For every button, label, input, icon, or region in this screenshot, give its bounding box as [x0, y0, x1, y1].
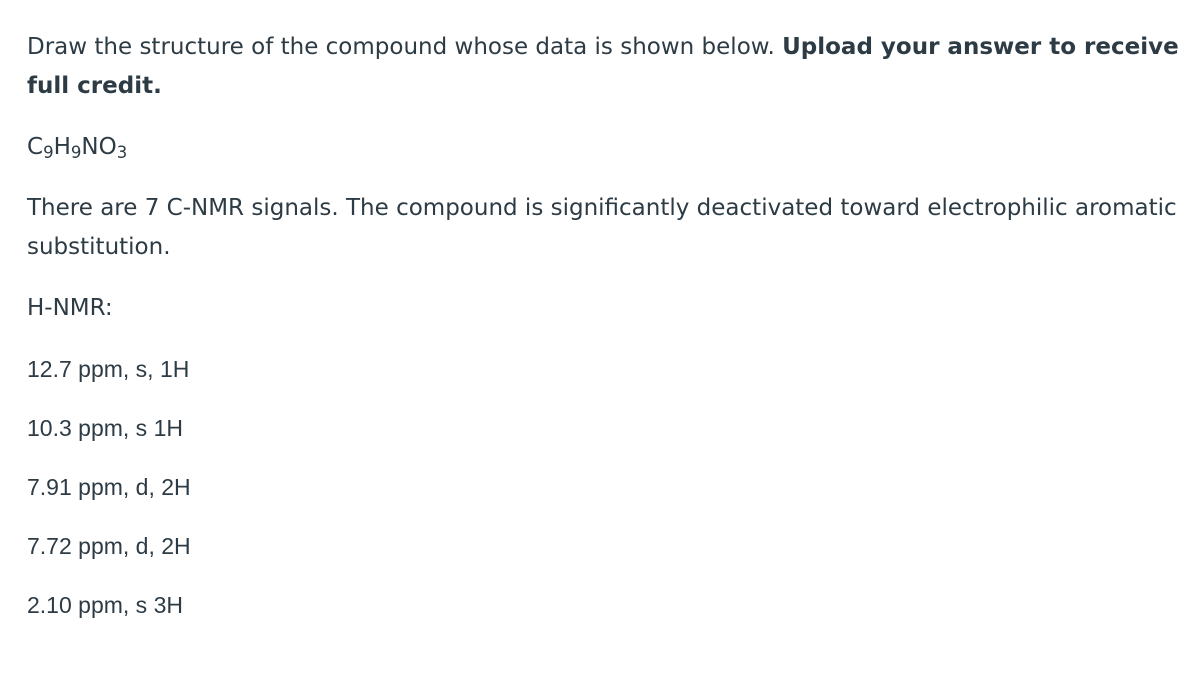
hnmr-signal: 2.10 ppm, s 3H: [27, 591, 183, 618]
question-content: [27, 28, 1187, 645]
formula-hydrogen-count: 9: [70, 143, 82, 163]
question-prompt: [27, 28, 1187, 106]
cnmr-note: There are 7 C-NMR signals. The compound is significantly deactivated toward electrophilic aromatic substitution.: [27, 195, 1177, 261]
formula-oxygen-count: 3: [116, 143, 128, 163]
formula-carbon-count: 9: [43, 143, 54, 163]
formula-carbon: C: [27, 134, 44, 161]
hnmr-signal: 12.7 ppm, s, 1H: [27, 355, 190, 382]
hnmr-label: H-NMR:: [27, 295, 113, 322]
formula-nitrogen-oxygen: NO: [81, 134, 117, 161]
prompt-text: Draw the structure of the compound whose data is shown below.: [27, 34, 783, 60]
prompt-bold-instruction: Upload your answer to receive full credit.: [27, 34, 1179, 100]
hnmr-signal: 7.72 ppm, d, 2H: [27, 532, 191, 559]
hnmr-signal: 10.3 ppm, s 1H: [27, 414, 183, 441]
formula-hydrogen: H: [53, 134, 71, 161]
molecular-formula: [27, 128, 1187, 167]
hnmr-signal-list: [27, 350, 1187, 625]
hnmr-signal: 7.91 ppm, d, 2H: [27, 473, 191, 500]
